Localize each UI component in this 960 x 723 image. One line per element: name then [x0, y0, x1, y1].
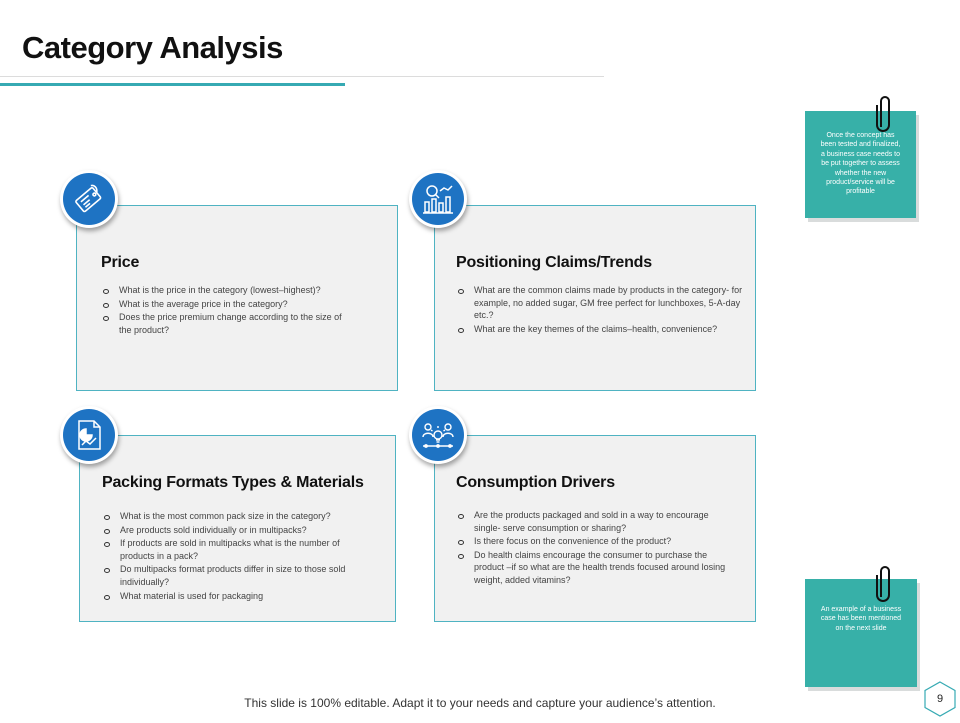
packing-formats-card[interactable]	[79, 435, 396, 622]
card-title: Packing Formats Types & Materials	[102, 474, 364, 491]
packing-icon-badge	[60, 406, 118, 464]
title-divider	[0, 76, 604, 77]
title-accent-bar	[0, 83, 345, 86]
list-item: What are the key themes of the claims–health, convenience?	[456, 323, 746, 336]
list-item: What is the most common pack size in the category?	[102, 510, 372, 523]
list-item: What is the average price in the category?	[101, 298, 351, 311]
bullet-list	[101, 284, 351, 337]
bullet-list	[456, 509, 736, 588]
list-item: Are products sold individually or in multipacks?	[102, 524, 372, 537]
page-number-badge	[921, 680, 959, 718]
people-idea-icon	[420, 418, 456, 452]
card-title: Positioning Claims/Trends	[456, 254, 652, 271]
sticky-note-bottom	[805, 579, 917, 687]
list-item: Do multipacks format products differ in size to those sold individually?	[102, 563, 372, 588]
list-item: Is there focus on the convenience of the product?	[456, 535, 736, 548]
page-number: 9	[936, 693, 944, 705]
note-text: An example of a business case has been mentioned on the next slide	[820, 606, 902, 632]
paperclip-icon	[876, 95, 894, 133]
card-title: Consumption Drivers	[456, 474, 615, 491]
positioning-icon-badge	[409, 170, 467, 228]
positioning-claims-card[interactable]	[434, 205, 756, 391]
price-tag-icon	[72, 182, 106, 216]
price-icon-badge	[60, 170, 118, 228]
bullet-list	[456, 284, 746, 336]
list-item: What material is used for packaging	[102, 590, 372, 603]
paperclip-icon	[876, 565, 894, 603]
report-document-icon	[72, 418, 106, 452]
list-item: Are the products packaged and sold in a way to encourage single- serve consumption or sharing?	[456, 509, 736, 534]
card-title: Price	[101, 254, 140, 271]
footer-text: This slide is 100% editable. Adapt it to your needs and capture your audience’s attention.	[244, 696, 716, 710]
list-item: Does the price premium change according to the size of the product?	[101, 311, 351, 336]
sticky-note-top	[805, 111, 916, 218]
slide-title: Category Analysis	[22, 30, 283, 65]
trend-analysis-icon	[420, 182, 456, 216]
list-item: What is the price in the category (lowest–highest)?	[101, 284, 351, 297]
list-item: Do health claims encourage the consumer to purchase the product –if so what are the health trends focused around losing weight, added vitamins?	[456, 549, 736, 587]
price-card[interactable]	[76, 205, 398, 391]
note-text: Once the concept has been tested and finalized, a business case needs to be put together to assess whether the new product/service will be profitable	[820, 132, 901, 196]
list-item: What are the common claims made by products in the category- for example, no added sugar, GM free perfect for lunchboxes, 5-A-day etc.?	[456, 284, 746, 322]
consumption-icon-badge	[409, 406, 467, 464]
bullet-list	[102, 510, 372, 603]
consumption-drivers-card[interactable]	[434, 435, 756, 622]
list-item: If products are sold in multipacks what is the number of products in a pack?	[102, 537, 372, 562]
